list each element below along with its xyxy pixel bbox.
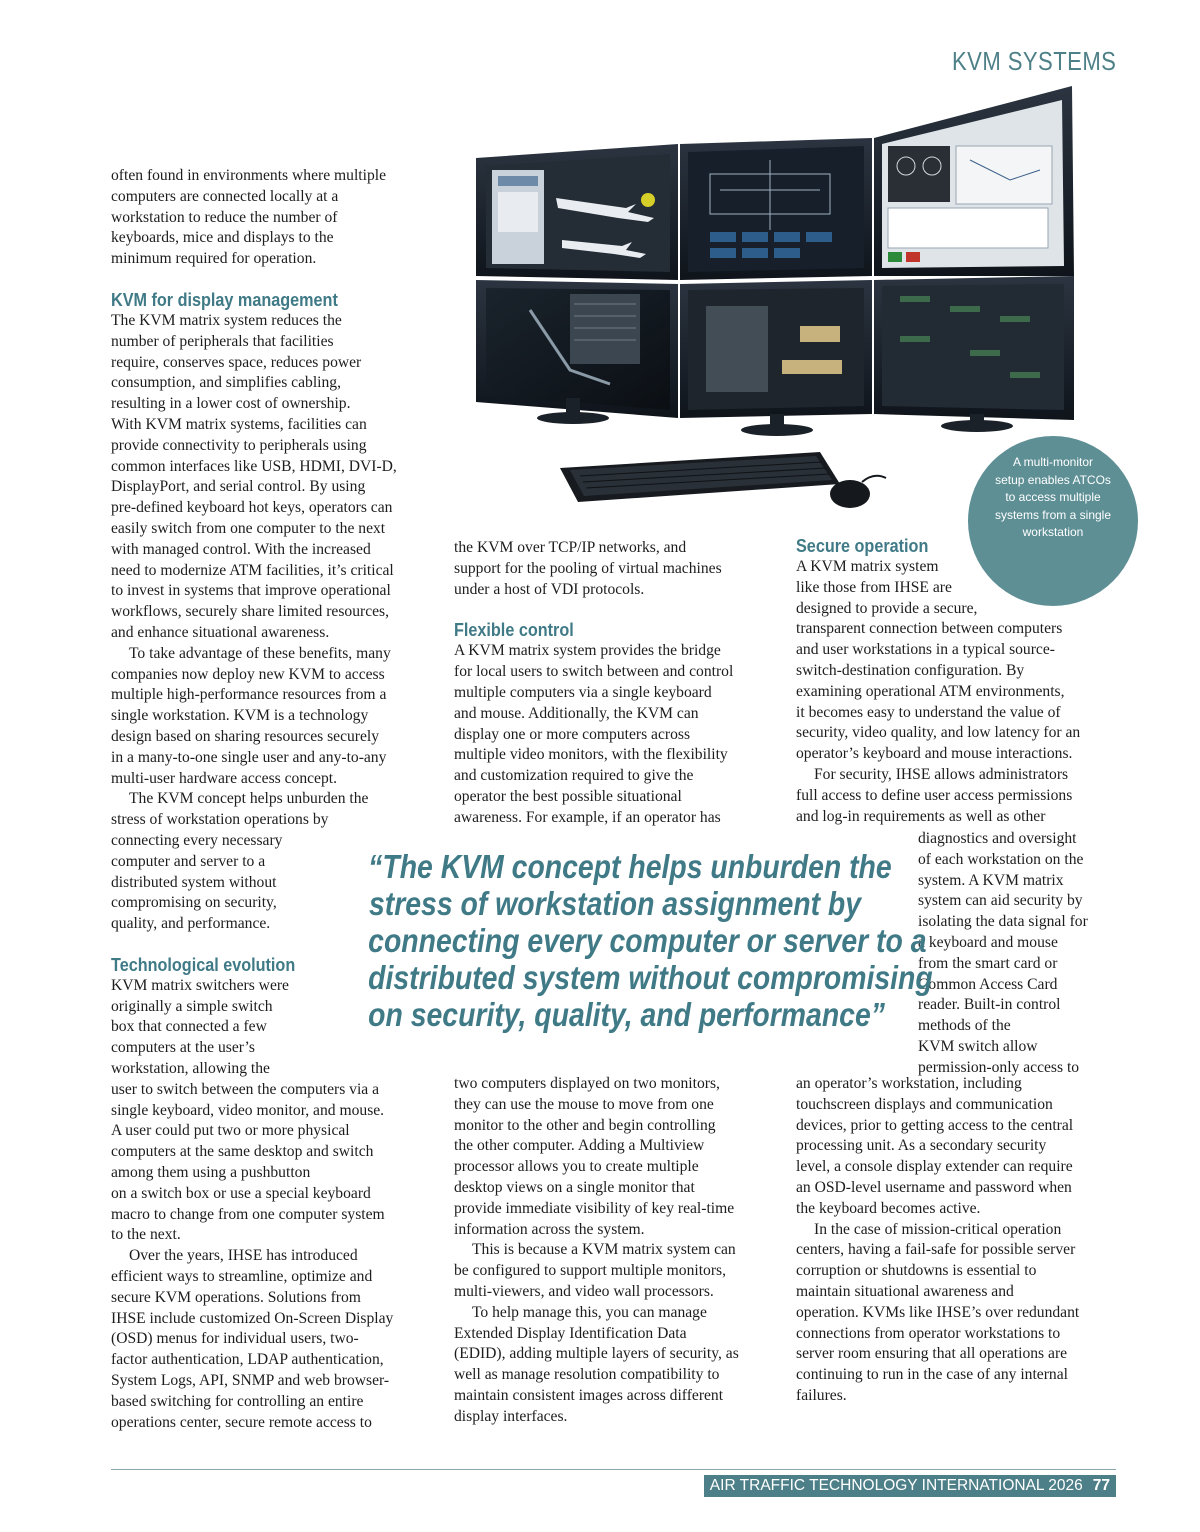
pull-quote-line: “The KVM concept helps unburden the (368, 848, 892, 885)
footer-rule (111, 1469, 1116, 1470)
col2-paragraph: This is because a KVM matrix system can be configured to support multiple monitors, multi-viewers, and video wall processors. (454, 1241, 736, 1300)
column-2-upper (454, 538, 784, 829)
monitor-bottom-left (476, 280, 678, 418)
publication-name: AIR TRAFFIC TECHNOLOGY INTERNATIONAL 2026 (709, 1477, 1083, 1494)
page-number: 77 (1092, 1477, 1110, 1494)
section-label: KVM SYSTEMS (951, 46, 1116, 76)
caption-line: workstation (1022, 525, 1084, 539)
col1-paragraph: To take advantage of these benefits, many companies now deploy new KVM to access multiple high-performance resources from a single workstation. KVM is a technology design based on sharing resources securely in a many-to-one single user and any-to-any multi-user hardware access concept. (111, 644, 391, 787)
col3-paragraph: In the case of mission-critical operation centers, having a fail-safe for possible server corruption or shutdowns is essential to maintain situational awareness and operation. KVMs like IHSE’s over redundant connections from operator workstations to server room ensuring that all operations are continuing to run in the case of any internal failures. (796, 1220, 1080, 1404)
col3-paragraph: diagnostics and oversight of each workstation on the system. A KVM matrix system can aid security by isolating the data signal for a keyboard and mouse from the smart card or Common Access Card reader. Built-in control methods of the KVM switch allow permission-only access to (918, 830, 1088, 1076)
pull-quote-line: distributed system without compromising (368, 959, 933, 996)
keyboard-image (560, 452, 840, 502)
col1-paragraph: Over the years, IHSE has introduced efficient ways to streamline, optimize and secure KVM operations. Solutions from IHSE include customized On-Screen Display (OSD) menus for individual users, two- factor authentication, LDAP authentication, System Logs, API, SNMP and web browser- based switching for controlling an entire operations center, secure remote access to (111, 1247, 394, 1431)
col1-paragraph: The KVM concept helps unburden the stress of workstation operations by connecting every necessary computer and server to a distributed system without compromising on security, quality, and performance. (111, 790, 369, 933)
caption-line: to access multiple (1005, 490, 1101, 504)
col2-paragraph: To help manage this, you can manage Extended Display Identification Data (EDID), adding multiple layers of security, as well as manage resolution compatibility to maintain consistent images across different display interfaces. (454, 1303, 739, 1425)
col1-paragraph: The KVM matrix system reduces the number of peripherals that facilities require, conserves space, reduces power consumption, and simplifies cabling, resulting in a lower cost of ownership. With KVM matrix systems, facilities can provide connectivity to peripherals using common interfaces like USB, HDMI, DVI-D, DisplayPort, and serial control. By using pre-defined keyboard hot keys, operators can easily switch from one computer to the next with managed control. With the increased need to modernize ATM facilities, it’s critical to invest in systems that improve operational workflows, securely share limited resources, and enhance situational awareness. (111, 311, 397, 641)
col2-paragraph: the KVM over TCP/IP networks, and support for the pooling of virtual machines under a host of VDI protocols. (454, 539, 722, 598)
col3-paragraph: For security, IHSE allows administrators full access to define user access permissions and log-in requirements as well as other (796, 765, 1073, 825)
pull-quote (328, 848, 933, 1033)
footer-bar (704, 1475, 1116, 1497)
caption-line: systems from a single (994, 507, 1112, 522)
heading-kvm-display-management: KVM for display management (111, 289, 338, 310)
column-1 (111, 166, 441, 1433)
col2-paragraph: two computers displayed on two monitors, they can use the mouse to move from one monitor to the other and begin controlling the other computer. Adding a Multiview processor allows you to create multiple desktop views on a single monitor that provide immediate visibility of key real-time information across the system. (454, 1075, 735, 1238)
heading-technological-evolution: Technological evolution (111, 954, 296, 975)
monitor-top-left (476, 144, 678, 280)
heading-secure-operation: Secure operation (796, 536, 929, 556)
col3-paragraph: A KVM matrix system like those from IHSE are designed to provide a secure, transparent connection between computers and user workstations in a typical source- switch-destination configuration. By examining operational ATM environments, it becomes easy to understand the value of security, video quality, and low latency for an operator’s keyboard and mouse interactions. (796, 558, 1081, 763)
col2-paragraph: A KVM matrix system provides the bridge for local users to switch between and control multiple computers via a single keyboard and mouse. Additionally, the KVM can display one or more computers across multiple video monitors, with the flexibility and customization required to give the operator the best possible situational awareness. For example, if an operator has (454, 642, 734, 826)
col1-intro: often found in environments where multiple computers are connected locally at a workstation to reduce the number of keyboards, mice and displays to the minimum required for operation. (111, 167, 386, 268)
monitor-bottom-center (680, 280, 872, 418)
pull-quote-line: stress of workstation assignment by (368, 885, 862, 922)
pull-quote-line: connecting every computer or server to a (368, 922, 927, 959)
pull-quote-line: on security, quality, and performance” (368, 996, 885, 1033)
col3-paragraph: an operator’s workstation, including touchscreen displays and communication devices, prior to getting access to the central processing unit. As a secondary security level, a console display extender can require an OSD-level username and password when the keyboard becomes active. (796, 1075, 1074, 1217)
caption-line: A multi-monitor (1012, 455, 1094, 469)
monitor-bottom-right (874, 276, 1074, 420)
monitor-top-center (680, 138, 872, 280)
monitor-top-right (874, 86, 1074, 276)
column-2-lower (454, 1074, 784, 1428)
caption-line: setup enables ATCOs (995, 472, 1111, 487)
column-3-lower (796, 1074, 1126, 1407)
heading-flexible-control: Flexible control (454, 620, 574, 641)
mouse-image (830, 476, 886, 508)
column-3-upper (796, 535, 1126, 827)
column-3-narrow (918, 829, 1118, 1079)
col1-paragraph: KVM matrix switchers were originally a simple switch box that connected a few computers at the user’s workstation, allowing the user to switch between the computers via a single keyboard, video monitor, and mouse. A user could put two or more physical computers at the same desktop and switch among them using a pushbutton on a switch box or use a special keyboard macro to change from one computer system to the next. (111, 976, 385, 1244)
